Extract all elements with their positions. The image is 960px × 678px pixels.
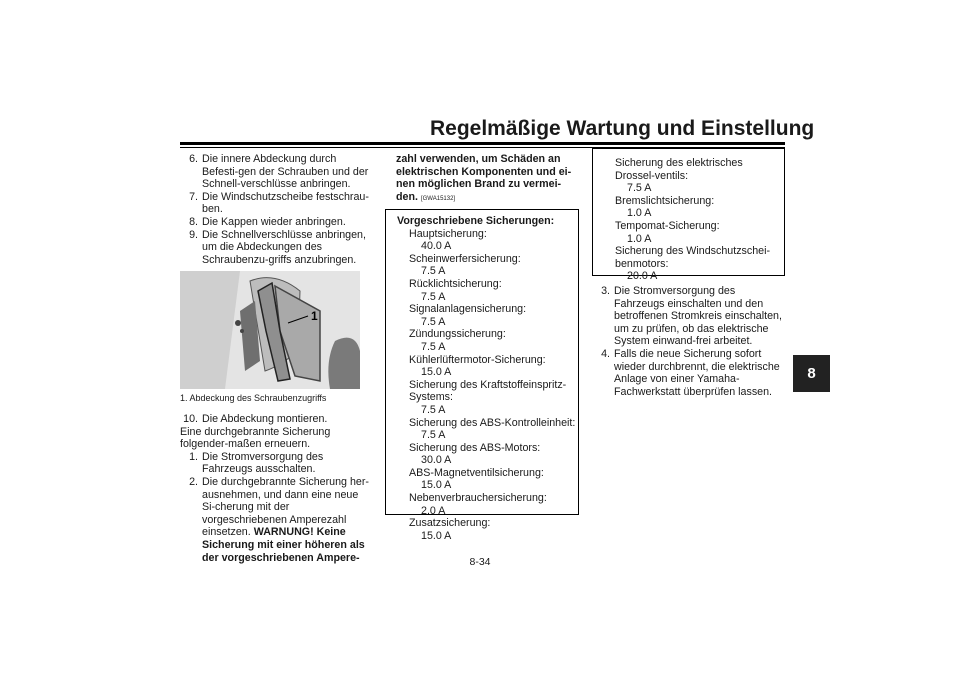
list-item: 6. Die innere Abdeckung durch Befesti-gen der Schrauben und der Schnell-verschlüsse anbringen. (189, 153, 369, 191)
list-item: 4. Falls die neue Sicherung sofort wieder durchbrennt, die elektrische Anlage von einer Yamaha-Fachwerkstatt überprüfen lassen. (601, 347, 780, 398)
page-number: 8-34 (469, 556, 491, 568)
fuse-item: Sicherung des Windschutzschei-benmotors: 20.0 A (615, 245, 771, 283)
fuse-item: Kühlerlüftermotor-Sicherung: 15.0 A (409, 353, 546, 379)
fuse-item: Sicherung des ABS-Motors: 30.0 A (409, 441, 541, 467)
list-item: 9. Die Schnellverschlüsse anbringen, um die Abdeckungen des Schraubenzu-griffs anzubringen. (189, 228, 366, 266)
list-item: 1. Die Stromversorgung des Fahrzeugs ausschalten. (189, 450, 324, 476)
warning-text: WARNUNG! Keine Sicherung mit einer höheren als der vorgeschriebenen Ampere- (202, 526, 365, 564)
fuse-box-title: Vorgeschriebene Sicherungen: (397, 215, 555, 227)
list-item: 8. Die Kappen wieder anbringen. (189, 215, 346, 228)
list-item: 7. Die Windschutzscheibe festschrau-ben. (189, 190, 369, 216)
list-item: 2. Die durchgebrannte Sicherung her-ausnehmen, und dann eine neue Si-cherung mit der vorgeschriebenen Amperezahl einsetzen. WARNUNG! Keine Sicherung mit einer höheren als der vorgeschriebenen Ampere- (189, 475, 369, 564)
fuse-item: Sicherung des elektrisches Drossel-ventils: 7.5 A (615, 157, 743, 195)
page-title: Regelmäßige Wartung und Einstellung (430, 117, 815, 140)
fuse-item: Sicherung des ABS-Kontrolleinheit: 7.5 A (409, 416, 576, 442)
fuse-item: Hauptsicherung: 40.0 A (409, 227, 487, 253)
fuse-item: Zündungssicherung: 7.5 A (409, 328, 506, 353)
cover-illustration (180, 271, 360, 389)
warning-code: [GWA15132] (420, 195, 456, 202)
fuse-spec-box (385, 209, 579, 542)
column-1-top (180, 153, 372, 266)
fuse-item: Bremslichtsicherung: 1.0 A (615, 194, 715, 220)
fuse-item: Signalanlagensicherung: 7.5 A (409, 303, 527, 328)
fuse-item: Sicherung des Kraftstoffeinspritz-Systems: 7.5 A (409, 378, 567, 416)
fuse-item: ABS-Magnetventilsicherung: 15.0 A (409, 466, 544, 492)
fuse-item: Tempomat-Sicherung: 1.0 A (615, 219, 720, 245)
column-3-steps (592, 285, 785, 398)
list-item: 10. Die Abdeckung montieren. (183, 413, 328, 425)
fuse-item: Nebenverbrauchersicherung: 2.0 A (409, 492, 547, 517)
fuse-item: Zusatzsicherung: 15.0 A (409, 517, 491, 542)
chapter-tab: 8 (793, 355, 830, 392)
steps-list-b (180, 451, 372, 564)
column-1-bottom (180, 413, 372, 564)
fuse-replace-intro: Eine durchgebrannte Sicherung folgender-maßen erneuern. (180, 425, 331, 451)
screw-access-cover-image (180, 271, 360, 389)
fuse-spec-box-continued (592, 148, 785, 283)
fuse-item: Scheinwerfersicherung: 7.5 A (409, 252, 521, 278)
steps-list-a (180, 153, 372, 266)
fuse-item: Rücklichtsicherung: 7.5 A (409, 277, 502, 303)
list-item: 3. Die Stromversorgung des Fahrzeugs einschalten und den betroffenen Stromkreis einschalten, um zu prüfen, ob das elektrische System einwand-frei arbeitet. (601, 285, 782, 348)
warning-continuation: zahl verwenden, um Schäden an elektrischen Komponenten und ei-nen möglichen Brand zu vermei-den. [GWA15132] (396, 153, 572, 203)
figure-caption: 1. Abdeckung des Schraubenzugriffs (180, 393, 327, 403)
column-2-top (396, 153, 578, 205)
header-rule (180, 142, 785, 145)
figure-callout: 1 (311, 309, 318, 323)
